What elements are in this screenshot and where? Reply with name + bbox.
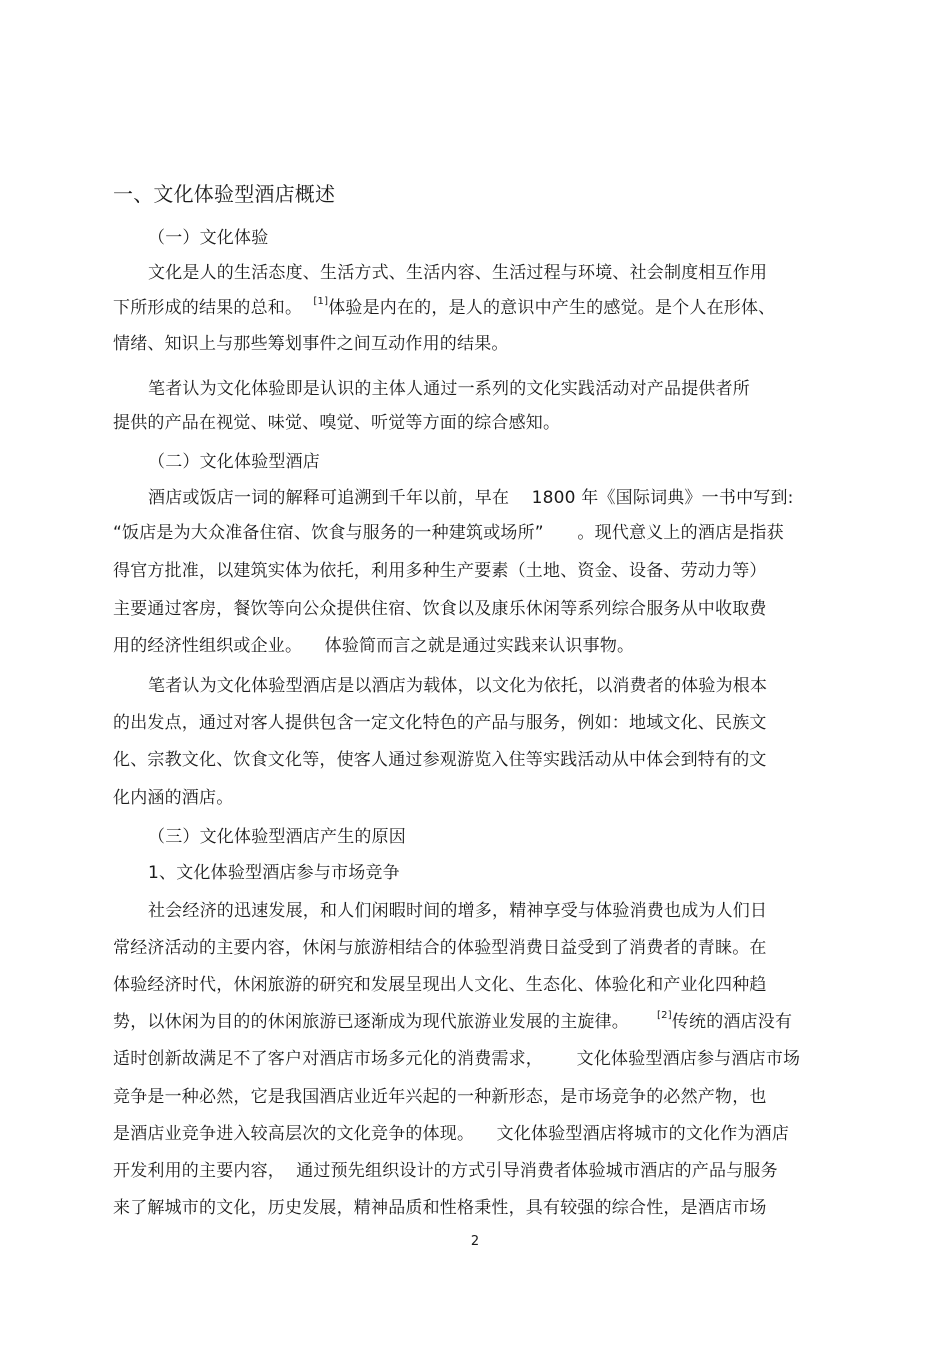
text-line: 适时创新故满足不了客户对酒店市场多元化的消费需求， 文化体验型酒店参与酒店市场	[113, 1049, 801, 1069]
text-line: 竞争是一种必然，它是我国酒店业近年兴起的一种新形态，是市场竞争的必然产物，也	[113, 1087, 767, 1107]
text-line: 笔者认为文化体验型酒店是以酒店为载体，以文化为依托，以消费者的体验为根本	[148, 676, 768, 696]
text-line: 化内涵的酒店。	[113, 788, 234, 808]
text-line: 用的经济性组织或企业。 体验简而言之就是通过实践来认识事物。	[113, 636, 635, 656]
text-line: 社会经济的迅速发展，和人们闲暇时间的增多，精神享受与体验消费也成为人们日	[148, 901, 768, 921]
text-line: 势，以休闲为目的的休闲旅游已逐渐成为现代旅游业发展的主旋律。 [2]传统的酒店没有	[113, 1010, 793, 1032]
citation-2: [2]	[657, 1010, 672, 1021]
text-line: “饭店是为大众准备住宿、饮食与服务的一种建筑或场所” 。现代意义上的酒店是指获	[113, 523, 784, 543]
text-line: 开发利用的主要内容， 通过预先组织设计的方式引导消费者体验城市酒店的产品与服务	[113, 1161, 778, 1181]
text-line: 得官方批准，以建筑实体为依托，利用多种生产要素（土地、资金、设备、劳动力等）	[113, 561, 767, 581]
text-line: 下所形成的结果的总和。 [1]体验是内在的，是人的意识中产生的感觉。是个人在形体、	[113, 296, 776, 318]
subheading-3: （三）文化体验型酒店产生的原因	[148, 827, 406, 847]
text-line: 情绪、知识上与那些筹划事件之间互动作用的结果。	[113, 334, 509, 354]
text-line: 的出发点，通过对客人提供包含一定文化特色的产品与服务，例如：地域文化、民族文	[113, 713, 767, 733]
text-line: 体验经济时代，休闲旅游的研究和发展呈现出人文化、生态化、体验化和产业化四种趋	[113, 975, 767, 995]
subheading-3-1: 1、文化体验型酒店参与市场竞争	[148, 863, 400, 883]
text-line: 来了解城市的文化，历史发展，精神品质和性格秉性，具有较强的综合性，是酒店市场	[113, 1198, 767, 1218]
subheading-2: （二）文化体验型酒店	[148, 452, 320, 472]
text-line: 化、宗教文化、饮食文化等，使客人通过参观游览入住等实践活动从中体会到特有的文	[113, 750, 767, 770]
citation-1: [1]	[313, 296, 329, 307]
page-number: 2	[470, 1234, 480, 1249]
text-line: 是酒店业竞争进入较高层次的文化竞争的体现。 文化体验型酒店将城市的文化作为酒店	[113, 1124, 790, 1144]
subheading-1: （一）文化体验	[148, 228, 269, 248]
text-line: 提供的产品在视觉、味觉、嗅觉、听觉等方面的综合感知。	[113, 413, 561, 433]
text-line: 文化是人的生活态度、生活方式、生活内容、生活过程与环境、社会制度相互作用	[148, 263, 768, 283]
text-line: 主要通过客房，餐饮等向公众提供住宿、饮食以及康乐休闲等系列综合服务从中收取费	[113, 599, 767, 619]
text-line: 常经济活动的主要内容，休闲与旅游相结合的体验型消费日益受到了消费者的青睐。在	[113, 938, 767, 958]
text-line: 笔者认为文化体验即是认识的主体人通过一系列的文化实践活动对产品提供者所	[148, 379, 750, 399]
section-heading: 一、文化体验型酒店概述	[113, 182, 336, 206]
text-line: 酒店或饭店一词的解释可追溯到千年以前，早在 1800 年《国际词典》一书中写到:	[148, 488, 794, 508]
